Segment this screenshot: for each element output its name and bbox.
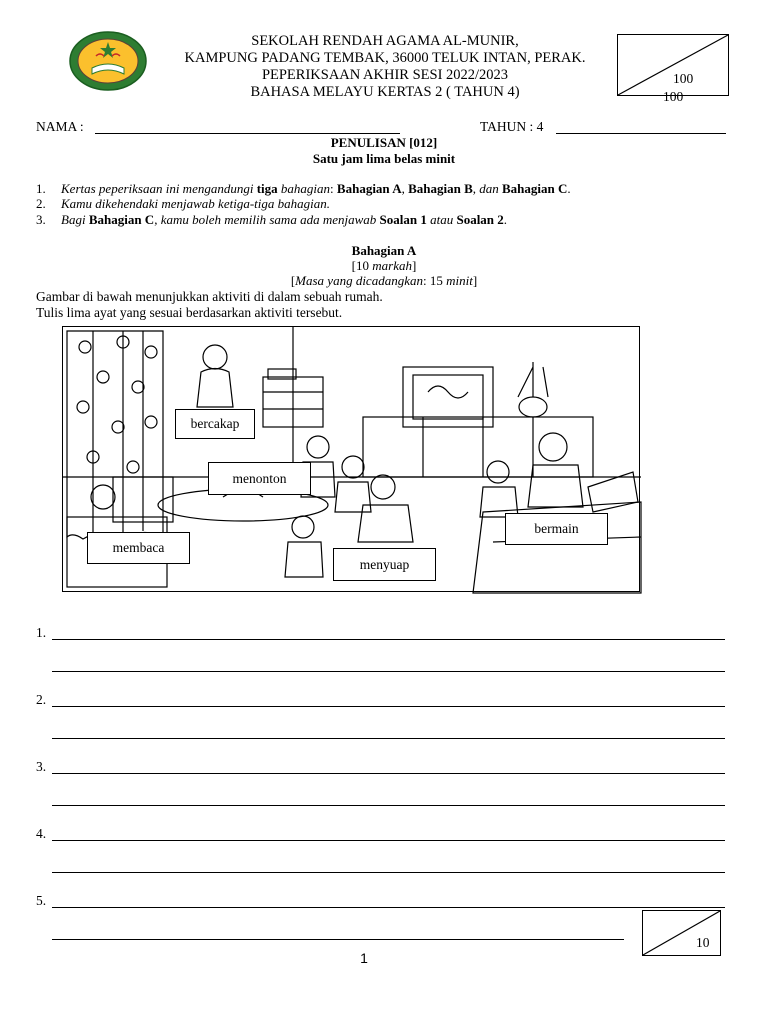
instruction-text: Kertas peperiksaan ini mengandungi [61,181,257,196]
instruction-text: dan [479,181,499,196]
section-a-time: [Masa yang dicadangkan: 15 minit] [290,273,478,288]
instruction-text: Bagi [61,212,86,227]
score-partial-value: 100 [663,89,684,104]
answer-number: 2. [36,692,47,707]
instruction-item [36,181,571,196]
instruction-text: Soalan 2 [456,212,504,227]
instruction-text: Bahagian C [88,212,155,227]
instruction-text: Soalan 1 [379,212,427,227]
paper-title: PENULISAN [012] [330,135,438,150]
subject-title: BAHASA MELAYU KERTAS 2 ( TAHUN 4) [250,84,520,100]
section-a-prompt-1: Gambar di bawah menunjukkan aktiviti di dalam sebuah rumah. [36,289,383,304]
label-bercakap: bercakap [175,409,255,439]
label-menonton: menonton [208,462,311,495]
school-logo [68,30,148,92]
answer-line[interactable] [52,840,725,841]
label-bermain: bermain [505,513,608,545]
year-label: TAHUN : 4 [480,119,544,134]
instruction-text: , [401,181,409,196]
label-menyuap: menyuap [333,548,436,581]
year-field[interactable] [556,133,726,134]
instruction-text: Bahagian C [502,181,568,196]
instruction-number: 2. [36,196,46,211]
instruction-text: . [503,212,508,227]
answer-number: 4. [36,826,47,841]
school-address: KAMPUNG PADANG TEMBAK, 36000 TELUK INTAN, PERAK. [184,50,586,66]
instruction-text: Kamu dikehendaki menjawab ketiga-tiga bahagian. [61,196,330,211]
instruction-text: : [330,181,337,196]
score-box-total [617,34,729,104]
instruction-text: bahagian [277,181,331,196]
answer-line[interactable] [52,738,725,739]
answer-line[interactable] [52,773,725,774]
school-name: SEKOLAH RENDAH AGAMA AL-MUNIR, [251,33,519,49]
instruction-text: Bahagian A [336,181,402,196]
instruction-text: , [154,212,161,227]
section-a-marks: [10 markah] [351,258,417,273]
exam-title: PEPERIKSAAN AKHIR SESI 2022/2023 [261,67,509,83]
answer-number: 3. [36,759,47,774]
instruction-text: kamu boleh memilih sama ada menjawab [160,212,377,227]
instruction-text: tiga [256,181,278,196]
paper-duration: Satu jam lima belas minit [312,151,456,166]
instruction-item [36,212,507,227]
answer-line[interactable] [52,639,725,640]
label-membaca: membaca [87,532,190,564]
activity-illustration [62,326,640,592]
instruction-text: Bahagian B [408,181,473,196]
instruction-text: . [567,181,571,196]
answer-line[interactable] [52,671,725,672]
instruction-item [36,196,330,211]
score-total-value: 100 [673,71,694,86]
instruction-text: , [472,181,480,196]
answer-line[interactable] [52,939,624,940]
answer-line[interactable] [52,805,725,806]
score-section-value: 10 [696,935,710,950]
answer-number: 5. [36,893,47,908]
instruction-number: 1. [36,181,46,196]
answer-number: 1. [36,625,47,640]
answer-line[interactable] [52,706,725,707]
instruction-number: 3. [36,212,46,227]
name-field[interactable] [95,133,400,134]
page-number: 1 [360,950,368,966]
name-label: NAMA : [36,119,84,134]
answer-line[interactable] [52,907,725,908]
answer-line[interactable] [52,872,725,873]
section-a-prompt-2: Tulis lima ayat yang sesuai berdasarkan aktiviti tersebut. [36,305,343,320]
instruction-text: atau [430,212,454,227]
section-a-title: Bahagian A [351,243,417,258]
